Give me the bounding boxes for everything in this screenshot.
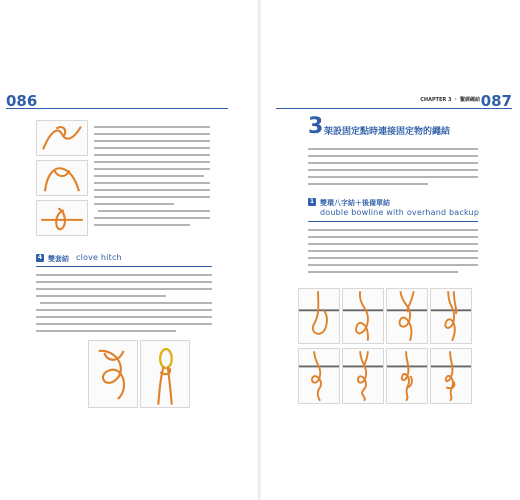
knot-photo-2 [36,160,88,196]
body-text-line [308,264,478,266]
body-text-line [94,147,210,149]
body-text-line [36,323,212,325]
header-rule-left [6,108,228,109]
right-page [262,0,520,500]
chapter-label: CHAPTER 3 ・ 繫綁繩結 [420,97,480,103]
body-text-line [40,302,212,304]
body-text-line [94,203,174,205]
chapter-number: 3 [308,114,324,139]
body-text-line [308,229,478,231]
step-photo-8 [430,348,472,404]
body-text-line [94,175,204,177]
section-rule-left [36,266,212,267]
body-text-line [36,295,166,297]
body-text-line [98,210,210,212]
clove-hitch-photo-2 [140,340,190,408]
section-title-en-right: double bowline with overhand backup [320,208,480,217]
body-text-line [94,133,210,135]
body-text-line [308,169,478,171]
section-title-en-left: clove hitch [76,253,122,262]
body-text-line [94,126,210,128]
body-text-line [94,140,210,142]
body-text-line [308,243,478,245]
page-number-left: 086 [6,92,38,110]
step-photo-7 [386,348,428,404]
body-text-line [94,154,210,156]
body-text-line [308,250,478,252]
body-text-line [308,271,458,273]
step-photo-5 [298,348,340,404]
page-number-right: 087 [480,92,512,110]
body-text-line [36,330,176,332]
body-text-line [36,288,212,290]
body-text-line [308,183,428,185]
section-title-cn-left: 雙套結 [48,254,69,263]
clove-hitch-photo-1 [88,340,138,408]
knot-photo-1 [36,120,88,156]
body-text-line [308,155,478,157]
body-text-line [36,316,212,318]
body-text-line [94,161,210,163]
body-text-line [36,274,212,276]
section-rule-right [308,221,478,222]
body-text-line [94,224,190,226]
header-rule-right [276,108,512,109]
step-photo-1 [298,288,340,344]
step-photo-4 [430,288,472,344]
step-photo-6 [342,348,384,404]
section-badge-right: 1 [309,198,315,205]
body-text-line [94,196,210,198]
body-text-line [94,189,210,191]
body-text-line [308,236,478,238]
body-text-line [94,217,210,219]
left-page [0,0,258,500]
section-title-cn-right: 雙環八字結＋後備單結 [320,198,390,207]
body-text-line [94,182,210,184]
step-photo-2 [342,288,384,344]
body-text-line [308,176,478,178]
chapter-title: 架設固定點時連接固定物的繩結 [324,127,451,137]
body-text-line [308,162,478,164]
body-text-line [308,148,478,150]
body-text-line [94,168,210,170]
body-text-line [308,257,478,259]
body-text-line [36,309,212,311]
body-text-line [36,281,212,283]
knot-photo-3 [36,200,88,236]
step-photo-3 [386,288,428,344]
section-badge-left: 4 [37,254,43,261]
